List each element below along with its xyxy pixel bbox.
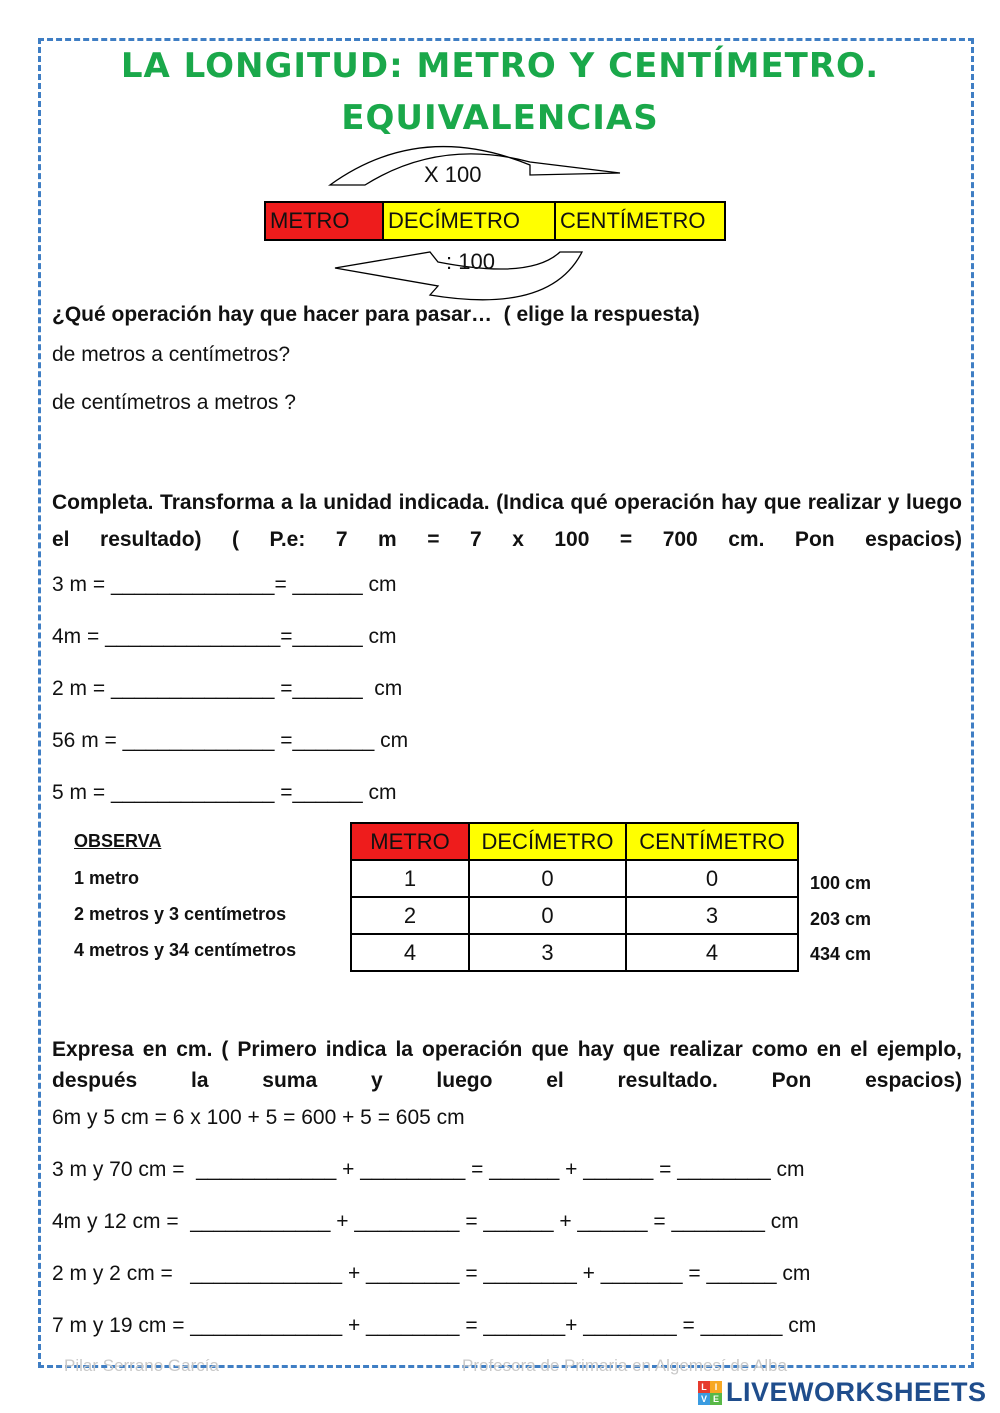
table-cell: 4: [626, 934, 798, 971]
multiply-label: X 100: [424, 162, 482, 187]
liveworksheets-logo[interactable]: [698, 1377, 987, 1408]
liveworksheets-logo-icon: L I V E: [698, 1381, 722, 1405]
table-cell: 3: [626, 897, 798, 934]
table-cell: 0: [626, 860, 798, 897]
unit-bar: [264, 201, 726, 241]
table-cell: 0: [469, 860, 626, 897]
completa-line-3[interactable]: 2 m = ______________ =______ cm: [52, 677, 403, 700]
table-cell: 1: [351, 860, 469, 897]
page-title: LA LONGITUD: METRO Y CENTÍMETRO.: [120, 46, 880, 86]
observa-table: [350, 822, 799, 972]
unit-centimetro: CENTÍMETRO: [556, 203, 724, 239]
expresa-line-3[interactable]: 2 m y 2 cm = _____________ + ________ = ________ + _______ = ______ cm: [52, 1262, 811, 1285]
question-prompt: ¿Qué operación hay que hacer para pasar… ( elige la respuesta): [52, 303, 700, 326]
table-row: [351, 860, 798, 897]
observa-result-1: 100 cm: [810, 873, 872, 893]
completa-line-4[interactable]: 56 m = _____________ =_______ cm: [52, 729, 409, 752]
table-cell: 3: [469, 934, 626, 971]
expresa-example: 6m y 5 cm = 6 x 100 + 5 = 600 + 5 = 605 cm: [52, 1106, 465, 1129]
table-row: [351, 897, 798, 934]
table-cell: 0: [469, 897, 626, 934]
divide-label: : 100: [446, 249, 495, 274]
footer-author: Pilar Serrano García: [64, 1356, 219, 1375]
observa-label-2: 2 metros y 3 centímetros: [74, 904, 287, 924]
table-row: [351, 934, 798, 971]
observa-header-decimetro: DECÍMETRO: [469, 823, 626, 860]
unit-metro: METRO: [266, 203, 384, 239]
observa-header-row: [351, 823, 798, 860]
expresa-line-4[interactable]: 7 m y 19 cm = _____________ + ________ = _______+ ________ = _______ cm: [52, 1314, 817, 1337]
observa-result-2: 203 cm: [810, 909, 872, 929]
completa-line-2[interactable]: 4m = _______________=______ cm: [52, 625, 397, 648]
table-cell: 2: [351, 897, 469, 934]
observa-heading: OBSERVA: [74, 831, 162, 851]
unit-decimetro: DECÍMETRO: [384, 203, 556, 239]
observa-header-centimetro: CENTÍMETRO: [626, 823, 798, 860]
question-item-cm-to-m[interactable]: de centímetros a metros ?: [52, 391, 296, 414]
expresa-line-1[interactable]: 3 m y 70 cm = ____________ + _________ = ______ + ______ = ________ cm: [52, 1158, 805, 1181]
question-item-m-to-cm[interactable]: de metros a centímetros?: [52, 343, 291, 366]
table-cell: 4: [351, 934, 469, 971]
completa-instructions: Completa. Transforma a la unidad indicada. (Indica qué operación hay que realizar y luego el resultado) ( P.e: 7 m = 7 x 100 = 700 cm. Pon espacios): [52, 491, 962, 551]
observa-header-metro: METRO: [351, 823, 469, 860]
observa-label-3: 4 metros y 34 centímetros: [74, 940, 297, 960]
expresa-line-2[interactable]: 4m y 12 cm = ____________ + _________ = ______ + ______ = ________ cm: [52, 1210, 799, 1233]
footer-role: Profesora de Primaria en Algemesí de Alba: [462, 1356, 788, 1375]
page-subtitle: EQUIVALENCIAS: [341, 98, 659, 138]
liveworksheets-brand: LIVEWORKSHEETS: [726, 1377, 987, 1407]
observa-label-1: 1 metro: [74, 868, 140, 888]
completa-line-5[interactable]: 5 m = ______________ =______ cm: [52, 781, 397, 804]
expresa-instructions: Expresa en cm. ( Primero indica la operación que hay que realizar como en el ejemplo, después la suma y luego el resultado. Pon espacios): [52, 1038, 962, 1092]
observa-result-3: 434 cm: [810, 944, 872, 964]
completa-line-1[interactable]: 3 m = ______________= ______ cm: [52, 573, 397, 596]
